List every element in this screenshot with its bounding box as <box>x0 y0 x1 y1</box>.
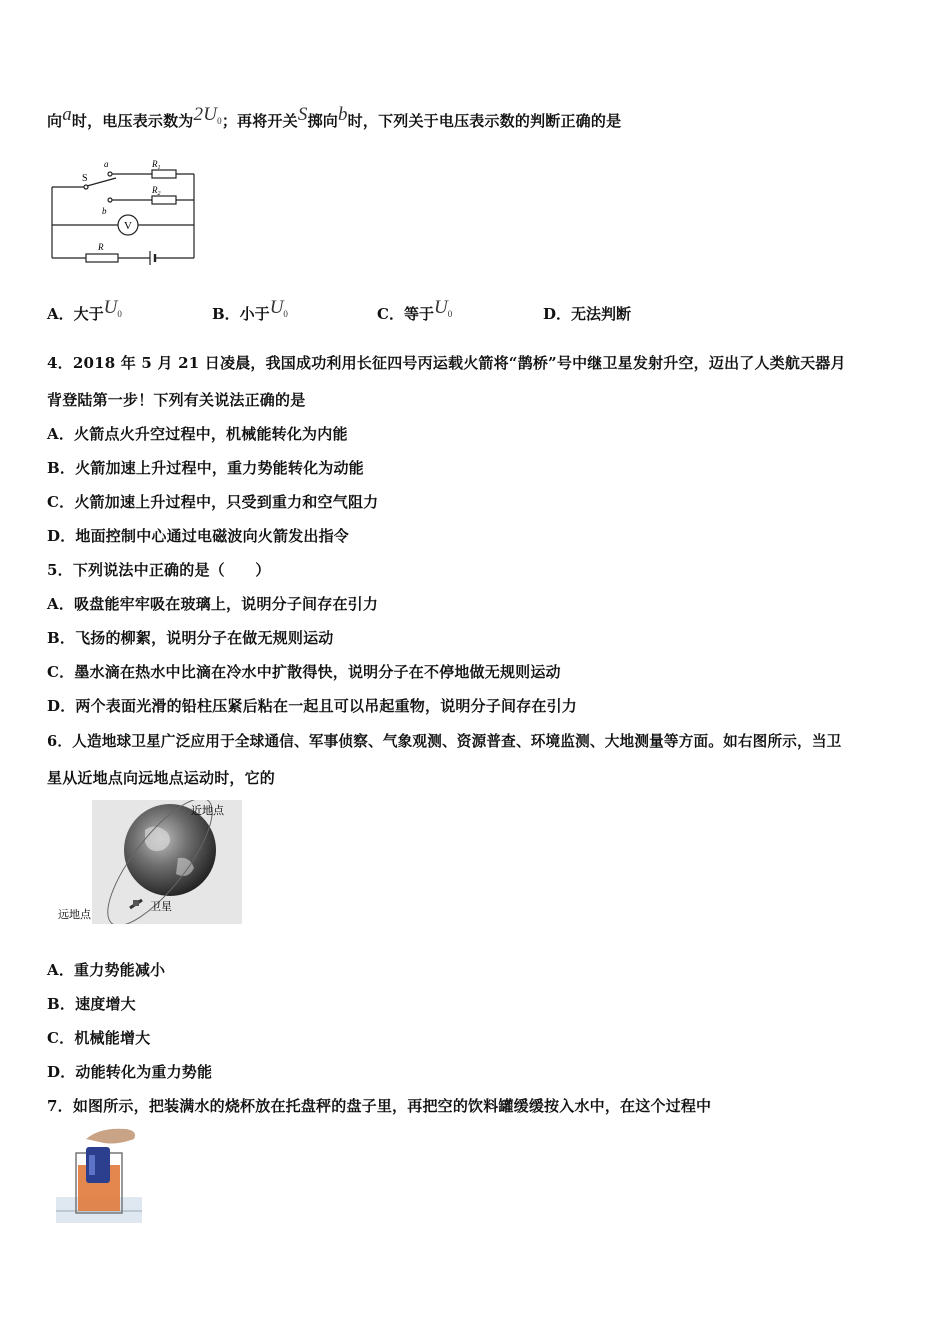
q4-stem-line2: 背登陆第一步！下列有关说法正确的是 <box>47 391 306 409</box>
q3-option-b: B．小于$U_0$ <box>212 297 288 323</box>
label-satellite: 卫星 <box>150 901 172 913</box>
q6-option-a: A．重力势能减小 <box>47 961 166 979</box>
circuit-label-r1: $R_1$ <box>152 159 161 171</box>
circuit-label-s: S <box>82 173 88 184</box>
q6-option-b: B．速度增大 <box>47 995 136 1013</box>
q5-option-d: D．两个表面光滑的铅柱压紧后粘在一起且可以吊起重物，说明分子间存在引力 <box>47 697 578 715</box>
q3-stem-text: 向 <box>47 112 63 130</box>
q3-stem-text: 时，电压表示数为 <box>71 112 194 130</box>
circuit-label-b: b <box>102 206 107 216</box>
satellite-orbit-figure <box>50 800 242 924</box>
q7-stem: 7．如图所示，把装满水的烧杯放在托盘秤的盘子里，再把空的饮料罐缓缓按入水中，在这个过程中 <box>47 1097 712 1115</box>
q4-stem-line1: 4．2018 年 5 月 21 日凌晨，我国成功利用长征四号丙运载火箭将“鹊桥”号中继卫星发射升空，迈出了人类航天器月 <box>47 354 846 372</box>
label-near-point: 近地点 <box>191 805 224 817</box>
q3-stem-text: 掷向 <box>307 112 338 130</box>
q4-option-d: D．地面控制中心通过电磁波向火箭发出指令 <box>47 527 350 545</box>
beaker-can-figure <box>56 1125 142 1227</box>
q4-option-c: C．火箭加速上升过程中，只受到重力和空气阻力 <box>47 493 379 511</box>
symbol-a: a <box>62 104 72 125</box>
circuit-label-r: R <box>98 242 104 252</box>
circuit-label-a: a <box>104 159 109 169</box>
q5-option-b: B．飞扬的柳絮，说明分子在做无规则运动 <box>47 629 334 647</box>
circuit-label-r2: $R_2$ <box>152 185 161 197</box>
q6-stem-line2: 星从近地点向远地点运动时，它的 <box>47 769 276 787</box>
q4-option-b: B．火箭加速上升过程中，重力势能转化为动能 <box>47 459 364 477</box>
q3-option-c: C．等于$U_0$ <box>377 297 453 323</box>
symbol-2u0: $2U_0$ <box>193 104 222 126</box>
q3-stem <box>47 104 622 132</box>
q6-option-d: D．动能转化为重力势能 <box>47 1063 213 1081</box>
q5-option-c: C．墨水滴在热水中比滴在冷水中扩散得快，说明分子在不停地做无规则运动 <box>47 663 561 681</box>
earth-icon <box>124 804 216 896</box>
q4-option-a: A．火箭点火升空过程中，机械能转化为内能 <box>47 425 348 443</box>
symbol-s: S <box>297 104 308 125</box>
q3-option-d: D．无法判断 <box>543 305 632 323</box>
voltmeter-label: V <box>124 220 132 232</box>
q3-option-a: A．大于$U_0$ <box>47 297 122 323</box>
symbol-b: b <box>337 104 348 125</box>
q3-stem-text: ；再将开关 <box>221 112 298 130</box>
q5-option-a: A．吸盘能牢牢吸在玻璃上，说明分子间存在引力 <box>47 595 379 613</box>
q6-stem-line1: 6．人造地球卫星广泛应用于全球通信、军事侦察、气象观测、资源普查、环境监测、大地测量等方面。如右图所示，当卫 <box>47 733 842 750</box>
q6-option-c: C．机械能增大 <box>47 1029 151 1047</box>
q5-stem: 5．下列说法中正确的是（ ） <box>47 561 271 579</box>
circuit-diagram <box>44 150 204 270</box>
hand-icon <box>86 1129 135 1144</box>
satellite-icon <box>133 900 139 906</box>
label-far-point: 远地点 <box>58 909 91 921</box>
q3-stem-text: 时，下列关于电压表示数的判断正确的是 <box>347 112 622 130</box>
